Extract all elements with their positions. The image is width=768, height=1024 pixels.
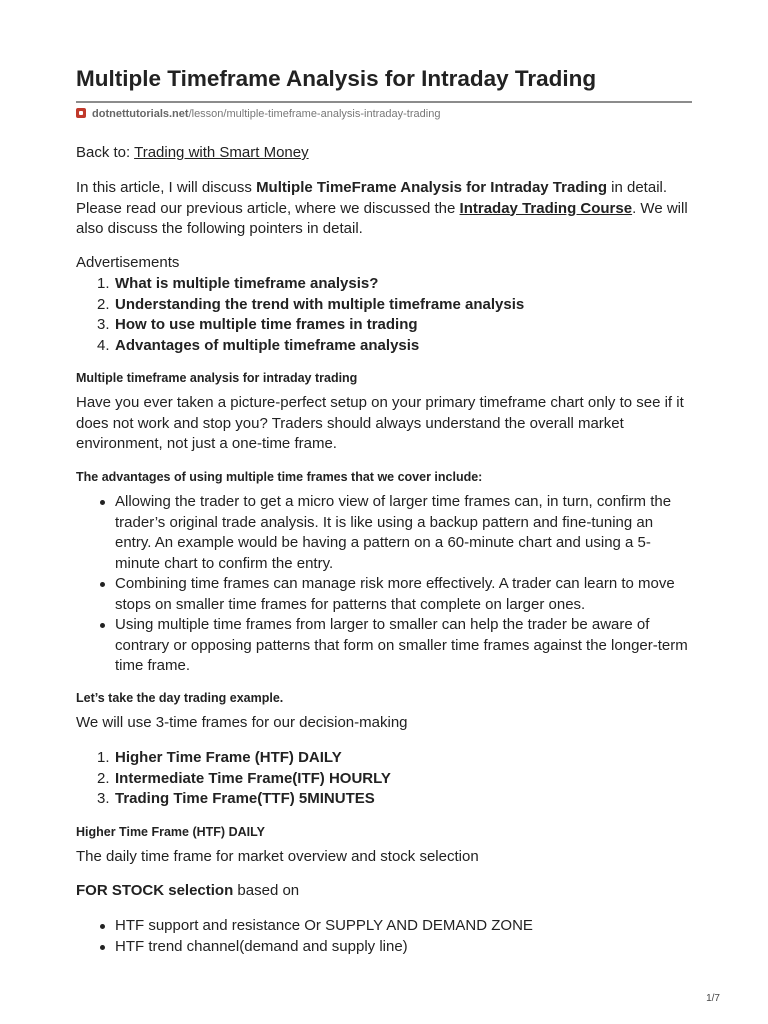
intro-text-3: . We will also discuss the following pointers in detail. xyxy=(76,199,688,237)
site-favicon-icon xyxy=(76,108,86,118)
section-1-body: Have you ever taken a picture-perfect setup on your primary timeframe chart only to see if it does not work and stop you? Traders should always understand the overall market environment, not just a one-time frame. xyxy=(76,394,684,452)
section-heading-2: The advantages of using multiple time frames that we cover include: xyxy=(76,470,483,484)
list-item xyxy=(76,574,692,615)
list-item: 1. Higher Time Frame (HTF) DAILY xyxy=(97,749,342,766)
list-item: 3. How to use multiple time frames in trading xyxy=(97,316,418,333)
stock-selection-rest: based on xyxy=(233,882,300,899)
advantages-list xyxy=(76,492,692,677)
intro-text-2: in detail. Please read our previous article, where we discussed the xyxy=(76,179,668,217)
list-item xyxy=(76,916,692,937)
list-item: 4. Advantages of multiple timeframe analysis xyxy=(97,336,420,354)
timeframe-item-1: Higher Time Frame (HTF) DAILY xyxy=(115,749,342,766)
selection-item-2: HTF trend channel(demand and supply line) xyxy=(115,937,408,955)
toc-item-4: Advantages of multiple timeframe analysis xyxy=(115,336,420,354)
back-to-prefix: Back to: xyxy=(76,144,135,161)
title-divider xyxy=(76,101,692,103)
list-item xyxy=(76,492,692,574)
page-title: Multiple Timeframe Analysis for Intraday Trading xyxy=(76,66,597,91)
timeframe-item-2: Intermediate Time Frame(ITF) HOURLY xyxy=(115,769,391,787)
list-item xyxy=(76,937,692,958)
section-heading-4: Higher Time Frame (HTF) DAILY xyxy=(76,825,265,839)
advertisements-label: Advertisements xyxy=(76,254,180,271)
section-3-body: We will use 3-time frames for our decision-making xyxy=(76,714,408,731)
intro-bold-topic: Multiple TimeFrame Analysis for Intraday Trading xyxy=(256,179,607,196)
back-to-line xyxy=(76,143,692,164)
list-item: 2. Intermediate Time Frame(ITF) HOURLY xyxy=(97,769,391,787)
page-number: 1/7 xyxy=(706,993,720,1004)
toc-item-2: Understanding the trend with multiple timeframe analysis xyxy=(115,295,525,313)
toc-item-3: How to use multiple time frames in trading xyxy=(115,316,418,333)
toc-item-1: What is multiple timeframe analysis? xyxy=(115,275,379,292)
advantage-3: Using multiple time frames from larger to smaller can help the trader be aware of contrary or opposing patterns that form on smaller time frames against the longer-term time frame. xyxy=(115,616,688,674)
list-item: 1. What is multiple timeframe analysis? xyxy=(97,275,379,292)
list-item xyxy=(76,615,692,677)
source-domain: dotnettutorials.net xyxy=(92,108,189,120)
intro-course-link[interactable]: Intraday Trading Course xyxy=(459,199,633,217)
advantage-2: Combining time frames can manage risk more effectively. A trader can learn to move stops on smaller time frames for patterns that complete on larger ones. xyxy=(115,575,675,613)
source-path: /lesson/multiple-timeframe-analysis-intraday-trading xyxy=(188,108,441,120)
back-to-link[interactable]: Trading with Smart Money xyxy=(134,144,309,161)
list-item: 3. Trading Time Frame(TTF) 5MINUTES xyxy=(97,790,375,807)
stock-selection-bold: FOR STOCK selection xyxy=(76,882,234,899)
timeframe-item-3: Trading Time Frame(TTF) 5MINUTES xyxy=(115,790,375,807)
source-url[interactable] xyxy=(76,108,440,120)
stock-selection-list xyxy=(76,916,692,957)
section-4-body: The daily time frame for market overview and stock selection xyxy=(76,848,479,865)
timeframe-list xyxy=(76,748,692,810)
selection-item-1: HTF support and resistance Or SUPPLY AND DEMAND ZONE xyxy=(115,917,533,934)
list-item: 2. Understanding the trend with multiple timeframe analysis xyxy=(97,295,525,313)
section-heading-1: Multiple timeframe analysis for intraday trading xyxy=(76,371,358,385)
section-heading-3: Let’s take the day trading example. xyxy=(76,691,284,705)
toc-list xyxy=(76,274,692,356)
advantage-1: Allowing the trader to get a micro view of larger time frames can, in turn, confirm the trader’s original trade analysis. It is like using a backup pattern and fine-tuning an entry. An example would be having a pattern on a 60-minute chart and using a 5-minute chart to confirm the entry. xyxy=(115,493,672,572)
intro-paragraph xyxy=(76,178,692,240)
intro-text-1: In this article, I will discuss xyxy=(76,179,257,196)
stock-selection-line xyxy=(76,881,692,902)
